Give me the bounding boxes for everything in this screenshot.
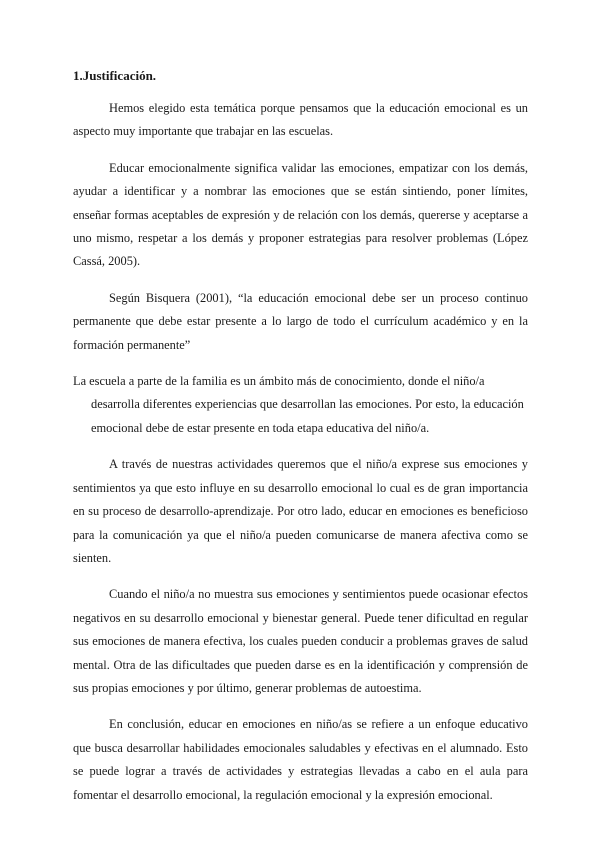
section-heading: 1.Justificación. <box>73 68 157 83</box>
paragraph-definition: Educar emocionalmente significa validar las emociones, empatizar con los demás, ayudar a identificar y a nombrar las emociones que se están sintiendo, poner límites, enseñar formas aceptables de expresión y de relación con los demás, quererse y aceptarse a uno mismo, respetar a los demás y proponer estrategias para resolver problemas (López Cassá, 2005). <box>73 160 528 269</box>
paragraph-activities: A través de nuestras actividades queremos que el niño/a exprese sus emociones y sentimientos ya que esto influye en su desarrollo emocional lo cual es de gran importancia en su proceso de desarrollo-aprendizaje. Por otro lado, educar en emociones es beneficioso para la comunicación ya que el niño/a pueden comunicarse de manera afectiva como se sienten. <box>73 457 528 565</box>
document-page <box>73 64 528 820</box>
paragraph-school: La escuela a parte de la familia es un ámbito más de conocimiento, donde el niño/a desarrolla diferentes experiencias que desarrollan las emociones. Por esto, la educación emocional debe de estar presente en toda etapa educativa del niño/a. <box>73 374 524 435</box>
paragraph-effects: Cuando el niño/a no muestra sus emociones y sentimientos puede ocasionar efectos negativos en su desarrollo emocional y bienestar general. Puede tener dificultad en regular sus emociones de manera efectiva, los cuales pueden conducir a problemas graves de salud mental. Otra de las dificultades que pueden darse es en la identificación y comprensión de sus propias emociones y por último, generar problemas de autoestima. <box>73 587 528 695</box>
paragraph-quote: Según Bisquera (2001), “la educación emocional debe ser un proceso continuo permanente que debe estar presente a lo largo de todo el currículum académico y en la formación permanente” <box>73 290 528 352</box>
paragraph-conclusion: En conclusión, educar en emociones en niño/as se refiere a un enfoque educativo que busca desarrollar habilidades emocionales saludables y efectivas en el alumnado. Esto se puede lograr a través de actividades y estrategias llevadas a cabo en el aula para fomentar el desarrollo emocional, la regulación emocional y la expresión emocional. <box>73 717 528 802</box>
paragraph-intro: Hemos elegido esta temática porque pensamos que la educación emocional es un aspecto muy importante que trabajar en las escuelas. <box>73 101 528 139</box>
